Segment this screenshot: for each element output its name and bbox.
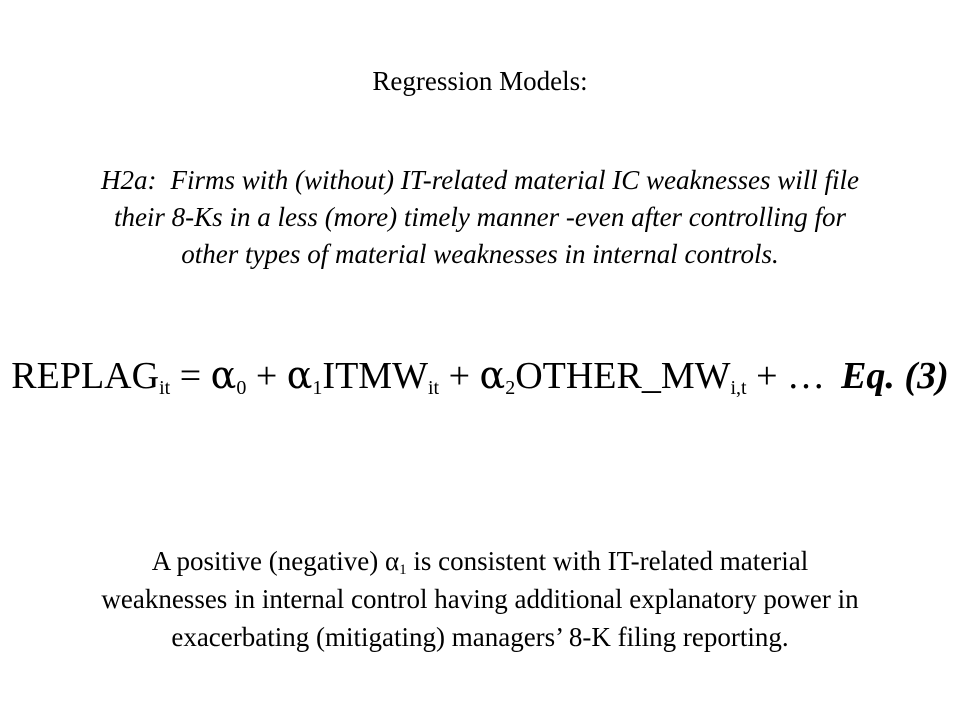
equation-tag: Eq. (3) (841, 355, 949, 397)
conclusion-line-1 (0, 542, 960, 580)
conclusion-line-2: weaknesses in internal control having additional explanatory power in (101, 584, 859, 614)
eq-var-itmw-subscript: it (427, 377, 440, 399)
eq-alpha-2-subscript: 2 (505, 377, 516, 399)
eq-alpha-0: α (210, 353, 237, 397)
conclusion-line-1-post: is consistent with IT-related material (406, 546, 809, 576)
hypothesis-line-2: their 8-Ks in a less (more) timely manner -even after controlling for (113, 202, 847, 232)
conclusion-text (0, 542, 960, 656)
conclusion-line-3: exacerbating (mitigating) managers’ 8-K filing reporting. (171, 622, 789, 652)
eq-lhs-subscript: it (159, 377, 171, 399)
hypothesis-line-1 (20, 162, 940, 199)
eq-alpha-1: α (286, 353, 313, 397)
eq-var-other-mw-subscript: i,t (730, 377, 747, 399)
eq-ellipsis: + … (756, 355, 826, 397)
conclusion-line-1-pre: A positive (negative) α (151, 546, 400, 576)
slide-title: Regression Models: (372, 66, 588, 96)
regression-equation (0, 349, 960, 402)
eq-alpha-0-subscript: 0 (236, 377, 247, 399)
eq-plus-2: + (448, 355, 471, 397)
eq-plus-1: + (255, 355, 278, 397)
hypothesis-line-1-text: Firms with (without) IT-related material IC weaknesses will file (170, 165, 859, 195)
hypothesis-line-3: other types of material weaknesses in internal controls. (181, 239, 779, 269)
hypothesis-text (20, 162, 940, 273)
eq-lhs: REPLAG (11, 355, 160, 397)
conclusion-alpha-subscript: 1 (399, 562, 407, 578)
eq-alpha-1-subscript: 1 (312, 377, 323, 399)
eq-var-other-mw: OTHER_MW (515, 355, 731, 397)
hypothesis-label: H2a: (101, 165, 157, 195)
eq-var-itmw: ITMW (322, 355, 428, 397)
eq-alpha-2: α (479, 353, 506, 397)
eq-equals: = (179, 355, 202, 397)
